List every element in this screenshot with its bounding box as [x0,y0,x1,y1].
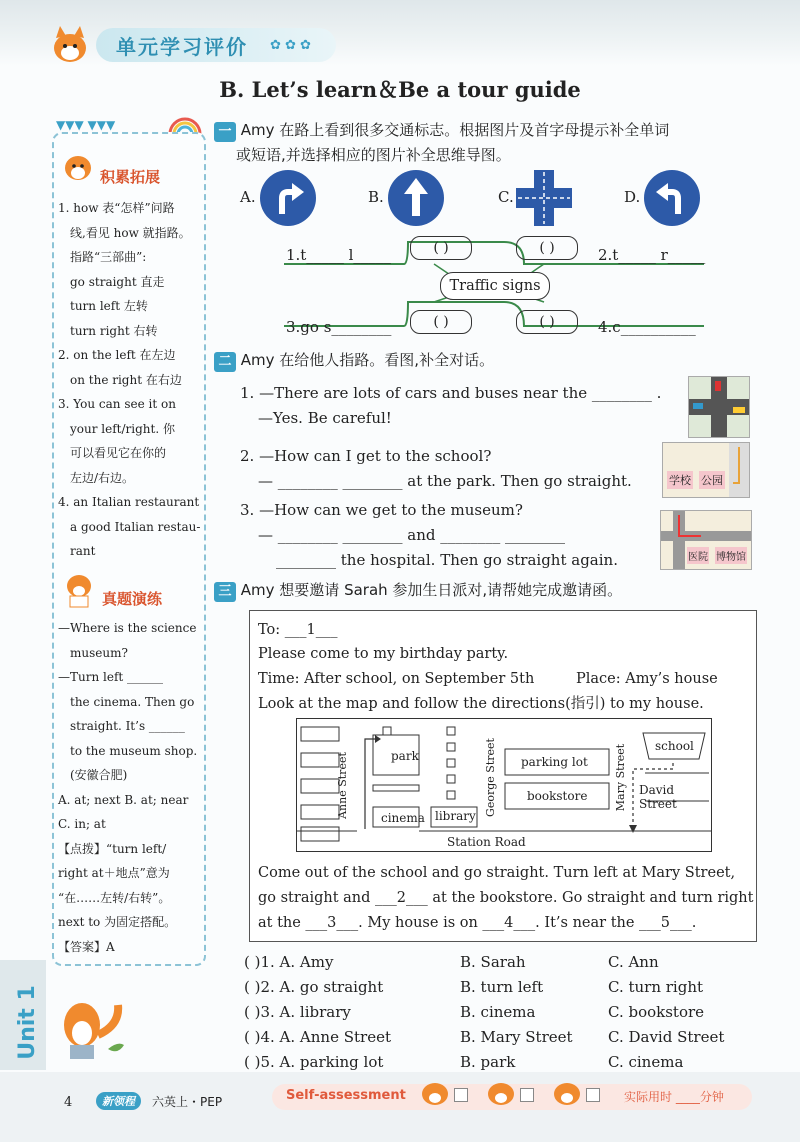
option-c: C. turn right [608,978,704,996]
page-number: 4 [64,1095,73,1110]
option-c: C. Ann [608,953,659,971]
letter-line-1: Please come to my birthday party. [258,646,509,662]
traffic-signs-center: Traffic signs [440,272,550,300]
note-line: turn right 右转 [70,323,158,338]
exam-line: 【点拨】“turn left/ [58,841,167,856]
letter-line-3: Look at the map and follow the directions(指引) to my house. [258,696,704,712]
fox-face-icon [486,1080,516,1106]
exam-line: museum? [70,645,128,660]
exam-line: next to 为固定搭配。 [58,915,177,929]
q1-line-b: —Yes. Be careful! [258,409,392,427]
sidebar-exam [58,616,204,959]
checkbox-1[interactable] [454,1088,468,1102]
branch-4-text: 4.c__________ [598,318,696,336]
option-number[interactable]: ( )4. A. Anne Street [244,1028,391,1046]
option-number[interactable]: ( )1. A. Amy [244,953,334,971]
fox-mascot-icon [48,24,92,64]
option-c: C. bookstore [608,1003,705,1021]
letter-para-3: at the ___3___. My house is on ___4___. It’s near the ___5___. [258,915,697,931]
note-line: 指路“三部曲”: [70,250,147,264]
part3-instruction [214,578,754,603]
option-b: B. park [460,1053,516,1071]
q2-line-b: — ________ ________ at the park. Then go straight. [258,472,632,490]
note-line: 可以看见它在你的 [70,446,167,460]
q3-line-b: — ________ ________ and ________ ________ [258,526,566,544]
part1-instr-line1: Amy 在路上看到很多交通标志。根据图片及首字母提示补全单词 [240,121,670,139]
fox-reading-icon [60,150,96,186]
turn-right-sign-icon [260,170,316,226]
branch-3-text: 3.go s________ [286,318,392,336]
note-line: turn left 左转 [70,299,148,313]
exam-line: the cinema. Then go [70,694,195,709]
map-park: park [391,749,419,763]
exam-line: to the museum shop. [70,743,198,758]
option-c: C. David Street [608,1028,725,1046]
map-cinema: cinema [381,811,425,825]
map-library: library [435,809,476,823]
map-station-road: Station Road [447,835,526,849]
letter-to: To: ___1___ [258,622,338,638]
sign-label-b: B. [368,188,384,206]
note-line: 3. You can see it on [58,397,176,411]
school-label: 学校 [667,471,693,489]
sidebar-notes [58,196,204,564]
q3-line-a: 3. —How can we get to the museum? [240,501,523,519]
exam-line: “在……左转/右转”。 [58,890,171,905]
school-park-picture [662,442,750,498]
branch-2-text: 2.t_____ r_____ [598,246,706,264]
street-map [296,718,712,852]
map-parking-lot: parking lot [521,755,588,769]
fox-exam-icon [62,570,96,608]
part1-instruction [214,118,754,168]
self-assessment-label: Self-assessment [286,1088,406,1103]
note-line: 4. an Italian restaurant [58,495,200,509]
part1-instr-line2: 或短语,并选择相应的图片补全思维导图。 [236,146,511,164]
sidebar-head-exam: 真题演练 [102,590,163,608]
part2-badge: 二 [214,352,236,372]
note-line: your left/right. 你 [70,421,175,436]
turn-left-sign-icon [644,170,700,226]
map-david-street: David Street [639,783,677,811]
option-b: B. Mary Street [460,1028,573,1046]
option-b: B. cinema [460,1003,536,1021]
branch-1-answer-box[interactable]: ( ) [410,236,472,260]
letter-para-2: go straight and ___2___ at the bookstore. Go straight and turn right [258,890,754,906]
note-line: rant [70,544,96,558]
q3-line-c: ________ the hospital. Then go straight again. [276,551,618,569]
letter-time: Time: After school, on September 5th [258,671,535,687]
exam-line: 【答案】A [58,939,115,954]
letter-place: Place: Amy’s house [576,671,718,687]
hospital-museum-picture [660,510,752,570]
brand-badge: 新领程 [96,1092,141,1110]
exam-line: straight. It’s ______ [70,719,185,733]
map-bookstore: bookstore [527,789,588,803]
section-title: B. Let’s learn＆Be a tour guide [219,77,581,102]
museum-label: 博物馆 [715,547,747,564]
part2-instr-text: Amy 在给他人指路。看图,补全对话。 [240,351,495,369]
fox-running-icon [48,985,128,1065]
option-b: B. turn left [460,978,544,996]
q2-line-a: 2. —How can I get to the school? [240,447,492,465]
exam-line: A. at; next B. at; near [58,792,189,807]
option-b: B. Sarah [460,953,526,971]
go-straight-sign-icon [388,170,444,226]
map-mary-street: Mary Street [614,743,628,812]
part3-badge: 三 [214,582,236,602]
option-number[interactable]: ( )3. A. library [244,1003,351,1021]
branch-4-answer-box[interactable]: ( ) [516,310,578,334]
fox-face-icon [420,1080,450,1106]
sign-label-d: D. [624,188,641,206]
sign-label-a: A. [240,188,256,206]
note-line: a good Italian restau- [70,519,201,534]
option-c: C. cinema [608,1053,684,1071]
part1-badge: 一 [214,122,236,142]
exam-line: —Where is the science [58,621,197,635]
branch-3-answer-box[interactable]: ( ) [410,310,472,334]
note-line: go straight 直走 [70,274,165,289]
part2-instruction [214,348,754,373]
unit-label: Unit 1 [14,985,40,1060]
note-line: on the right 在右边 [70,372,182,387]
q1-line-a: 1. —There are lots of cars and buses near the ________ . [240,384,662,402]
exam-line: —Turn left ______ [58,670,164,684]
course-label: 六英上・PEP [152,1095,223,1109]
park-label: 公园 [699,471,725,489]
note-line: 左边/右边。 [70,470,135,485]
fox-face-icon [552,1080,582,1106]
map-anne-street: Anne Street [335,752,349,819]
sidebar-head-accumulate: 积累拓展 [100,168,161,186]
note-line: 2. on the left 在左边 [58,348,176,362]
part3-instr-text: Amy 想要邀请 Sarah 参加生日派对,请帮她完成邀请函。 [240,581,623,599]
exam-line: C. in; at [58,817,106,831]
crossing-sign-icon [516,170,572,226]
option-number[interactable]: ( )2. A. go straight [244,978,384,996]
crossroad-picture [688,376,750,438]
note-line: 1. how 表“怎样”问路 [58,201,175,215]
unit-title: 单元学习评价 [116,35,248,59]
exam-line: (安徽合肥) [70,768,128,782]
checkbox-2[interactable] [520,1088,534,1102]
map-school: school [655,739,694,753]
option-number[interactable]: ( )5. A. parking lot [244,1053,384,1071]
branch-1-text: 1.t_____ l_____ [286,246,391,264]
map-george-street: George Street [483,738,497,817]
exam-line: right at＋地点”意为 [58,866,170,880]
paw-prints-icon: ✿ ✿ ✿ [270,38,311,53]
hospital-label: 医院 [687,547,709,564]
note-line: 线,看见 how 就指路。 [70,225,191,240]
checkbox-3[interactable] [586,1088,600,1102]
sign-label-c: C. [498,188,514,206]
branch-2-answer-box[interactable]: ( ) [516,236,578,260]
letter-para-1: Come out of the school and go straight. Turn left at Mary Street, [258,865,736,881]
time-used-label: 实际用时 ____分钟 [624,1090,724,1104]
bunting-icon: ▼▼▼ ▼▼▼ [56,118,116,132]
